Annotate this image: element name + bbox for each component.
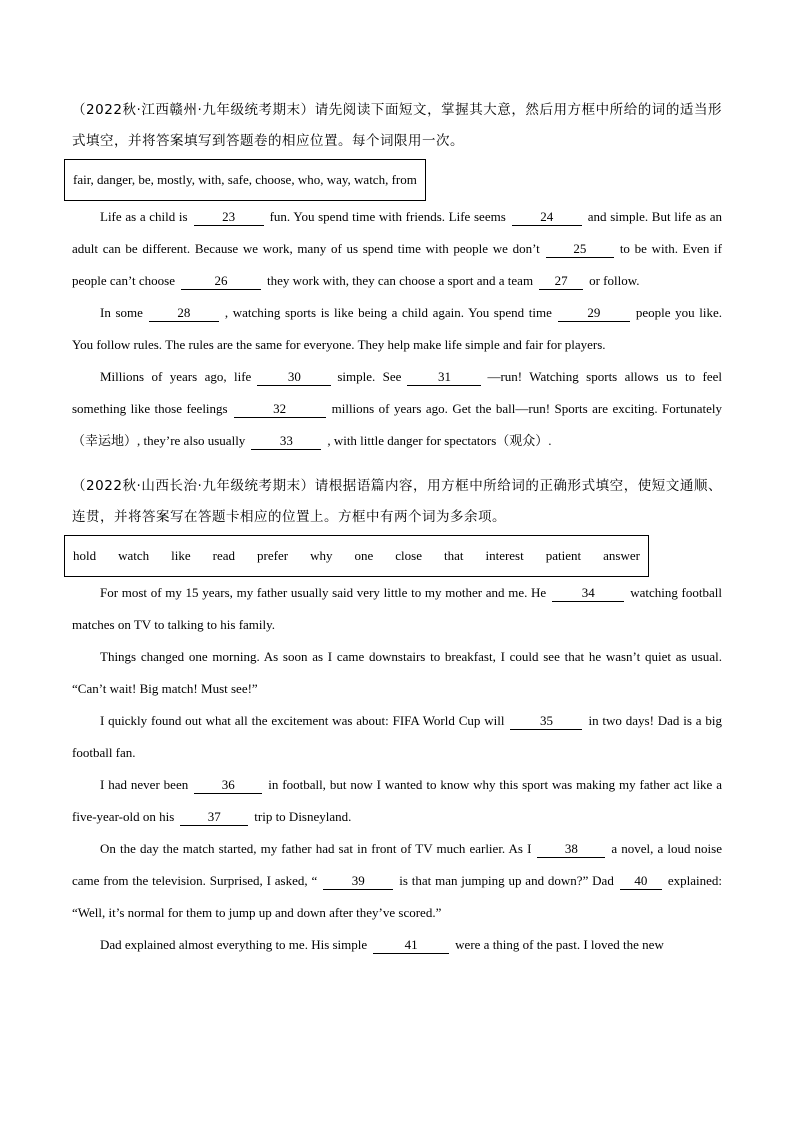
answer-blank-37[interactable]: 37: [180, 809, 248, 826]
section1-heading: （2022秋·江西赣州·九年级统考期末）请先阅读下面短文，掌握其大意，然后用方框中所给的词的适当形式填空，并将答案填写到答题卷的相应位置。每个词限用一次。: [72, 102, 722, 149]
answer-blank-26[interactable]: 26: [181, 273, 261, 290]
word-that: that: [443, 548, 464, 563]
answer-blank-33[interactable]: 33: [251, 433, 321, 450]
word-prefer: prefer: [257, 548, 289, 563]
section1-word-box: fair, danger, be, mostly, with, safe, choose, who, way, watch, from: [64, 159, 426, 201]
answer-blank-31[interactable]: 31: [407, 369, 481, 386]
answer-blank-41[interactable]: 41: [373, 937, 449, 954]
s2-paragraph-5: On the day the match started, my father had sat in front of TV much earlier. As I 38 a novel, a loud noise came from the television. Surprised, I asked, “ 39 is that man jumping up and down?” Dad 40 explained: “Well, it’s normal for them to jump up and down after they’ve scored.”: [72, 841, 722, 920]
word-close: close: [395, 548, 422, 563]
word-watch: watch: [118, 548, 150, 563]
answer-blank-27[interactable]: 27: [539, 273, 583, 290]
word-interest: interest: [485, 548, 524, 563]
word-why: why: [310, 548, 333, 563]
word-one: one: [354, 548, 374, 563]
word-read: read: [212, 548, 236, 563]
answer-blank-35[interactable]: 35: [510, 713, 582, 730]
s2-paragraph-3: I quickly found out what all the excitement was about: FIFA World Cup will 35 in two days! Dad is a big football fan.: [72, 713, 722, 760]
answer-blank-23[interactable]: 23: [194, 209, 264, 226]
section2-word-box: [64, 535, 649, 577]
answer-blank-38[interactable]: 38: [537, 841, 605, 858]
document-page: [72, 95, 722, 961]
answer-blank-28[interactable]: 28: [149, 305, 219, 322]
word-patient: patient: [545, 548, 582, 563]
answer-blank-32[interactable]: 32: [234, 401, 326, 418]
s2-paragraph-6: Dad explained almost everything to me. His simple 41 were a thing of the past. I loved the new: [100, 937, 664, 952]
s2-paragraph-2: Things changed one morning. As soon as I came downstairs to breakfast, I could see that he wasn’t quiet as usual. “Can’t wait! Big match! Must see!”: [72, 649, 722, 696]
answer-blank-40[interactable]: 40: [620, 873, 662, 890]
answer-blank-34[interactable]: 34: [552, 585, 624, 602]
word-hold: hold: [73, 548, 97, 563]
s2-paragraph-1: For most of my 15 years, my father usually said very little to my mother and me. He 34 watching football matches on TV to talking to his family.: [72, 585, 722, 632]
s1-paragraph-2: In some 28 , watching sports is like being a child again. You spend time 29 people you like. You follow rules. The rules are the same for everyone. They help make life simple and fair for players.: [72, 305, 722, 352]
s1-paragraph-3: Millions of years ago, life 30 simple. See 31 —run! Watching sports allows us to feel something like those feelings 32 millions of years ago. Get the ball—run! Sports are exciting. Fortunately（幸运地）, they’re also usually 33 , with little danger for spectators（观众）.: [72, 369, 722, 448]
section2-heading: （2022秋·山西长治·九年级统考期末）请根据语篇内容，用方框中所给词的正确形式填空，使短文通顺、连贯，并将答案写在答题卡相应的位置上。方框中有两个词为多余项。: [72, 478, 722, 525]
answer-blank-24[interactable]: 24: [512, 209, 582, 226]
s1-paragraph-1: Life as a child is 23 fun. You spend time with friends. Life seems 24 and simple. But life as an adult can be different. Because we work, many of us spend time with people we don’t 25 to be with. Even if people can’t choose 26 they work with, they can choose a sport and a team 27 or follow.: [72, 209, 722, 288]
word-answer: answer: [603, 548, 640, 563]
s2-paragraph-4: I had never been 36 in football, but now I wanted to know why this sport was making my father act like a five-year-old on his 37 trip to Disneyland.: [72, 777, 722, 824]
answer-blank-30[interactable]: 30: [257, 369, 331, 386]
word-like: like: [171, 548, 191, 563]
answer-blank-29[interactable]: 29: [558, 305, 630, 322]
answer-blank-36[interactable]: 36: [194, 777, 262, 794]
answer-blank-25[interactable]: 25: [546, 241, 614, 258]
answer-blank-39[interactable]: 39: [323, 873, 393, 890]
